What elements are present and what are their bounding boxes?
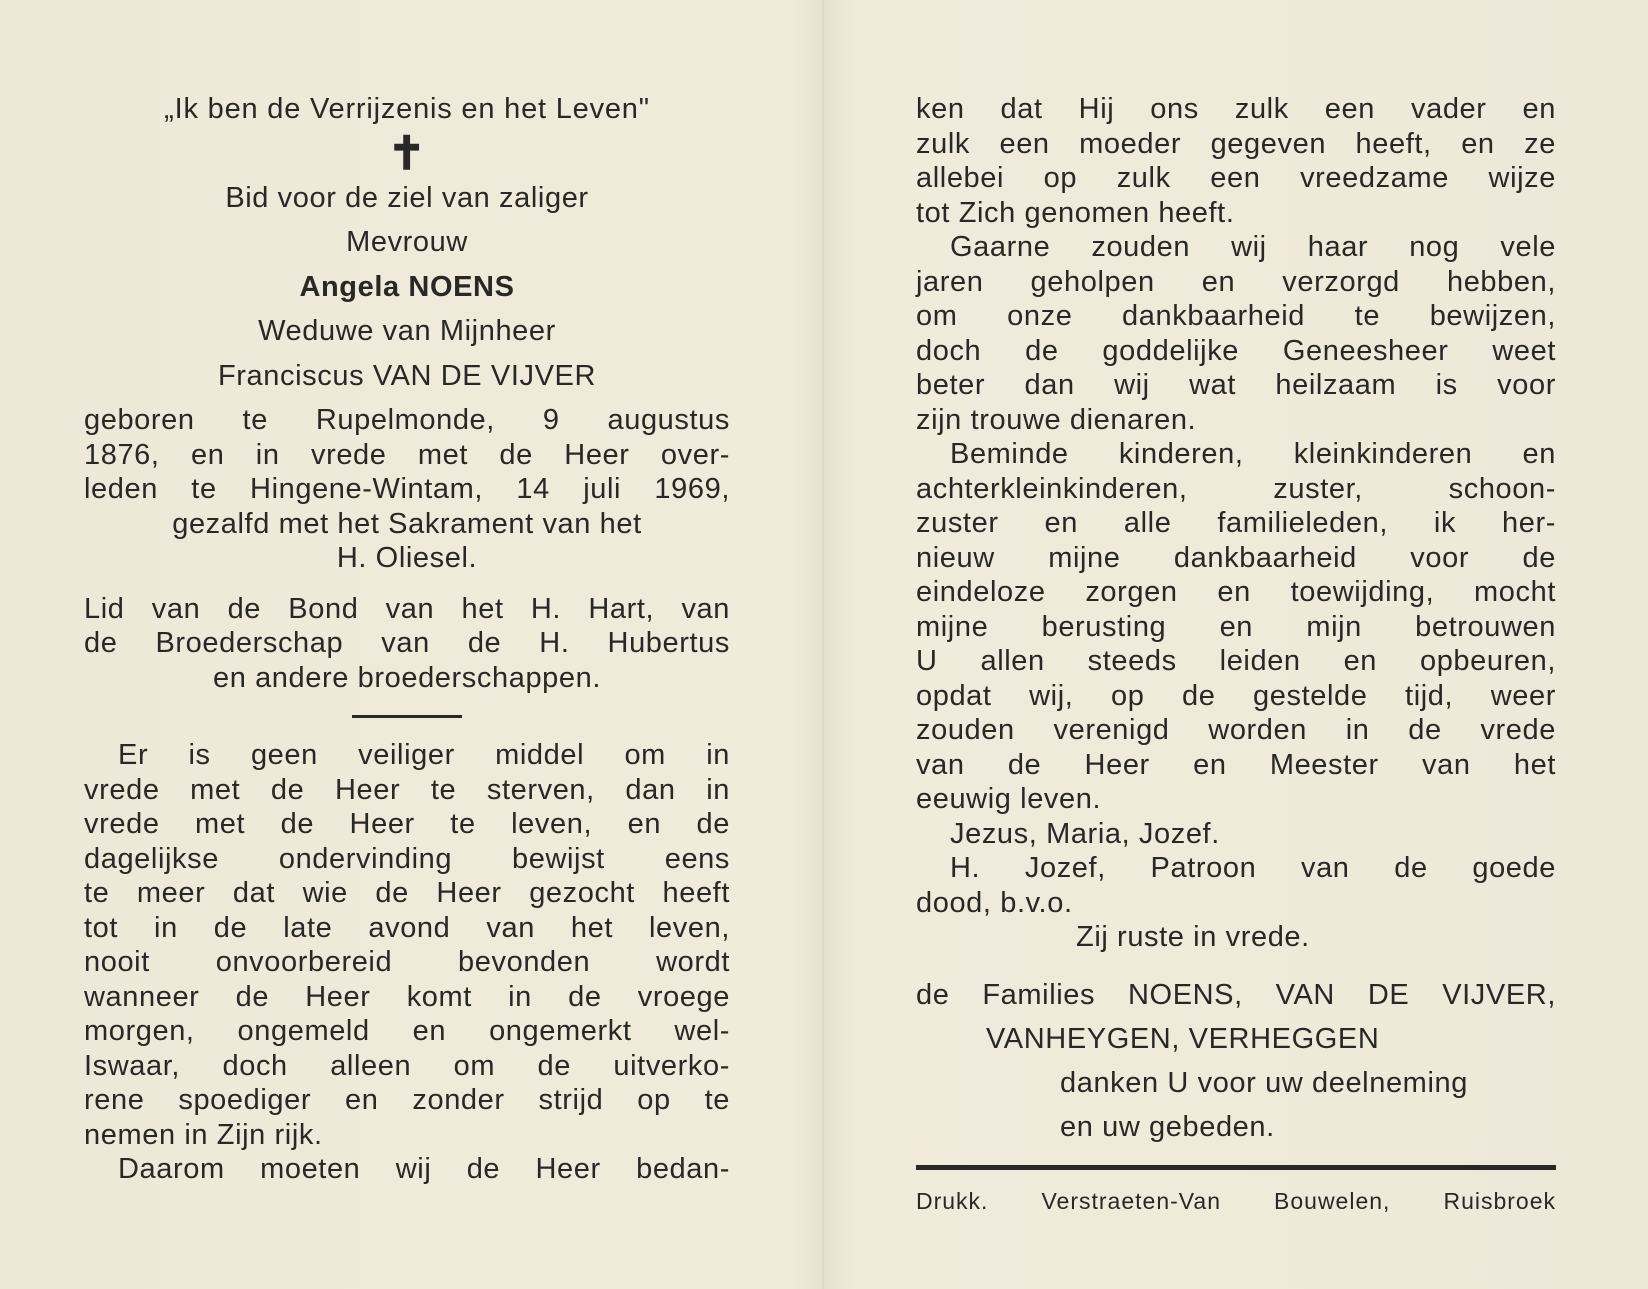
thanks-line-2: en uw gebeden. [1060,1110,1275,1143]
cross-icon: ✝ [387,126,427,179]
text-line: doch de goddelijke Geneesheer weet [916,334,1556,367]
text-line: allebei op zulk een vreedzame wijze [916,162,1556,194]
member-line: en andere broederschappen. [212,661,602,694]
prayer-1: Jezus, Maria, Jozef. [950,817,1220,850]
text-line: nooit onvoorbereid bevonden wordt [84,946,730,978]
text-line: zijn trouwe dienaren. [916,403,1197,436]
text-line: zulk een moeder gegeven heeft, en ze [916,127,1556,160]
member-line: Lid van de Bond van het H. Hart, van [84,592,730,625]
text-line: opdat wij, op de gestelde tijd, weer [916,679,1556,712]
meditation-text [84,738,730,1187]
pray-line: Bid voor de ziel van zaliger [225,181,589,214]
birth-line: 1876, en in vrede met de Heer over- [84,438,730,471]
birth-line: geboren te Rupelmonde, 9 augustus [84,404,730,436]
paragraph-2 [916,230,1556,437]
quote: „Ik ben de Verrijzenis en het Leven" [164,93,650,125]
text-line: ken dat Hij ons zulk een vader en [916,93,1556,125]
text-line: mijne berusting en mijn betrouwen [916,610,1556,643]
families-line-2: VANHEYGEN, VERHEGGEN [986,1022,1380,1055]
text-line: jaren geholpen en verzorgd hebben, [916,265,1556,298]
prayer-2: H. Jozef, Patroon van de goede [950,852,1556,884]
text-line: beter dan wij wat heilzaam is voor [916,369,1556,401]
text-line: morgen, ongemeld en ongemerkt wel- [84,1015,730,1047]
text-line: Beminde kinderen, kleinkinderen en [950,438,1556,470]
husband-name: Franciscus VAN DE VIJVER [217,359,597,392]
right-panel [916,92,1556,1218]
text-line: U allen steeds leiden en opbeuren, [916,645,1556,677]
text-line: van de Heer en Meester van het [916,748,1556,781]
text-line: tot Zich genomen heeft. [916,196,1235,229]
text-line: zouden verenigd worden in de vrede [916,714,1556,746]
card-fold [822,0,824,1289]
families-line-1: de Families NOENS, VAN DE VIJVER, [916,978,1556,1011]
text-line: vrede met de Heer te leven, en de [84,808,730,840]
text-line: Iswaar, doch alleen om de uitverko- [84,1049,730,1082]
prayer-2-cont: dood, b.v.o. [916,886,1073,919]
title: Mevrouw [346,226,468,258]
text-line: dagelijkse ondervinding bewijst eens [84,842,730,875]
left-panel [84,92,730,1187]
text-line: Gaarne zouden wij haar nog vele [950,231,1556,263]
text-line: zuster en alle familieleden, ik her- [916,507,1556,539]
text-line: Er is geen veiliger middel om in [118,739,730,771]
text-line: rene spoediger en zonder strijd op te [84,1084,730,1116]
text-line: vrede met de Heer te sterven, dan in [84,773,730,806]
member-line: de Broederschap van de H. Hubertus [84,627,730,659]
text-line: achterkleinkinderen, zuster, schoon- [916,472,1556,505]
widow-line: Weduwe van Mijnheer [258,315,556,347]
deceased-name: Angela NOENS [299,270,515,303]
paragraph-3 [916,437,1556,817]
text-line: nemen in Zijn rijk. [84,1118,323,1151]
text-line: wanneer de Heer komt in de vroege [84,980,730,1013]
printer-credit: Drukk. Verstraeten-Van Bouwelen, Ruisbroek [916,1187,1556,1214]
divider [352,715,462,718]
birth-line: gezalfd met het Sakrament van het [172,507,642,540]
text-line: om onze dankbaarheid te bewijzen, [916,300,1556,332]
thanks-line-1: danken U voor uw deelneming [1060,1066,1468,1099]
text-line: eindeloze zorgen en toewijding, mocht [916,576,1556,608]
text-line: te meer dat wie de Heer gezocht heeft [84,877,730,909]
text-line: tot in de late avond van het leven, [84,911,730,944]
birth-line: leden te Hingene-Wintam, 14 juli 1969, [84,473,730,505]
text-line: eeuwig leven. [916,783,1102,815]
membership-block [84,592,730,696]
birth-death-block [84,403,730,576]
text-line: Daarom moeten wij de Heer bedan- [118,1153,730,1185]
birth-line: H. Oliesel. [336,542,478,574]
rest-in-peace: Zij ruste in vrede. [1076,921,1310,953]
bottom-rule [916,1165,1556,1170]
paragraph-1 [916,92,1556,230]
text-line: nieuw mijne dankbaarheid voor de [916,541,1556,574]
